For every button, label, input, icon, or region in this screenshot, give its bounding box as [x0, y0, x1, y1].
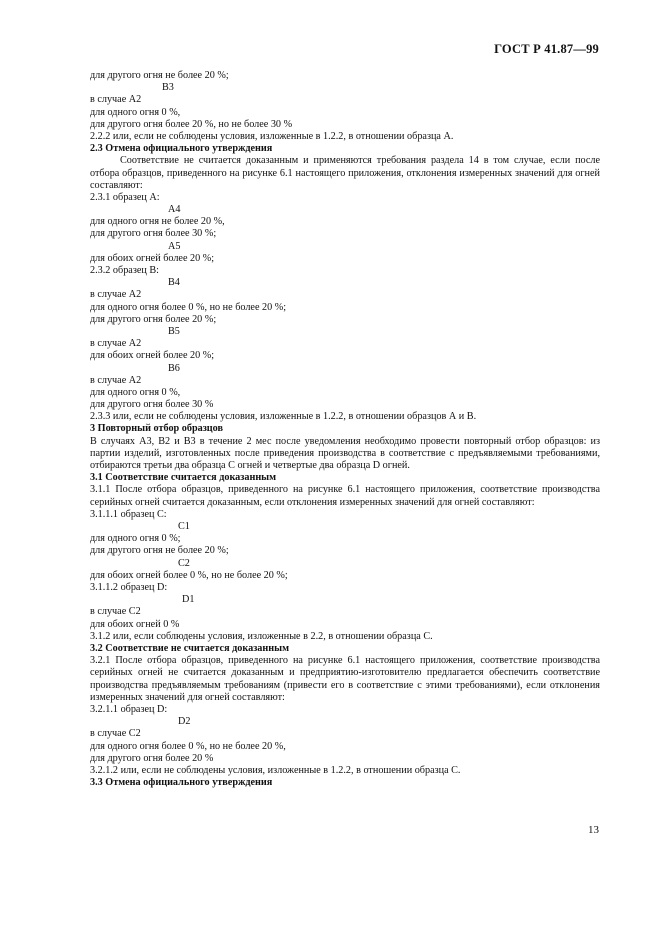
text-line: для одного огня более 0 %, но не более 20 %;: [90, 301, 287, 313]
text-line: В3: [162, 82, 174, 94]
page-body: [90, 70, 600, 789]
text-line: в случае А2: [90, 94, 142, 106]
text-line: для одного огня 0 %,: [90, 106, 181, 118]
text-line: 2.2.2 или, если не соблюдены условия, изложенные в 1.2.2, в отношении образца А.: [90, 130, 454, 142]
text-line: 3.1.2 или, если соблюдены условия, изложенные в 2.2, в отношении образца С.: [90, 630, 433, 642]
paragraph-3-2-1-text: 3.2.1 После отбора образцов, приведенного на рисунке 6.1 настоящего приложения, соответствие производства серийных огней не считается доказанным и предприятию-изготовителю предлагается обеспечить соответствие производства предъявляемым требованиям (привести его в соответствие с этими требованиями), если отклонения измеренных значений для огней составляют:: [90, 655, 600, 703]
text-line: для другого огня не более 20 %;: [90, 545, 229, 557]
text-line: D1: [182, 594, 195, 606]
text-line: для обоих огней более 20 %;: [90, 350, 215, 362]
text-block-2-2: [90, 70, 600, 155]
text-line: D2: [178, 716, 191, 728]
text-line: для обоих огней более 0 %, но не более 20 %;: [90, 569, 288, 581]
text-line: для другого огня более 20 %: [90, 752, 214, 764]
text-line: 3.1.1.2 образец D:: [90, 582, 168, 593]
text-line: в случае А2: [90, 374, 142, 386]
text-line: в случае А2: [90, 338, 142, 350]
section-heading: 2.3 Отмена официального утверждения: [90, 143, 273, 155]
text-line: в случае А2: [90, 289, 142, 301]
text-line: для другого огня более 30 %;: [90, 228, 217, 240]
text-line: для обоих огней более 20 %;: [90, 252, 215, 264]
paragraph-3-1-1-text: 3.1.1 После отбора образцов, приведенного на рисунке 6.1 настоящего приложения, соответствие производства серийных огней считается доказанным, если отклонения измеренных значений для огней составляют:: [90, 484, 600, 508]
text-line: С1: [178, 521, 190, 533]
page-number: 13: [588, 824, 599, 836]
text-line: А4: [168, 204, 181, 216]
text-line: в случае С2: [90, 606, 141, 618]
paragraph-2-3: Соответствие не считается доказанным и применяются требования раздела 14 в том случае, если после отбора образцов, приведенного на рисунке 6.1 настоящего приложения, отклонения измеренных значений для огней составляют:: [90, 155, 600, 191]
text-line: для другого огня не более 20 %;: [90, 70, 229, 81]
text-line: в случае С2: [90, 728, 141, 740]
text-line: С2: [178, 557, 190, 569]
section-heading-3-1: 3.1 Соответствие считается доказанным: [90, 472, 277, 484]
paragraph-3-2-1: [60, 655, 600, 704]
section-heading: 3.3 Отмена официального утверждения: [90, 777, 273, 789]
text-block-2-3: [90, 192, 600, 436]
text-line: для одного огня не более 20 %,: [90, 216, 225, 228]
text-line: для одного огня 0 %;: [90, 533, 181, 545]
page-header-standard-id: ГОСТ Р 41.87—99: [494, 42, 599, 56]
text-block-3-2: [90, 704, 600, 789]
text-line: 2.3.2 образец В:: [90, 265, 159, 277]
text-line: 2.3.3 или, если не соблюдены условия, изложенные в 1.2.2, в отношении образцов А и В.: [90, 411, 477, 423]
text-block-3-1: [90, 509, 600, 655]
text-line: для другого огня более 20 %, но не более 30 %: [90, 118, 293, 130]
section-heading: 3 Повторный отбор образцов: [90, 423, 224, 435]
text-line: для другого огня более 30 %: [90, 399, 214, 411]
paragraph-3-1-1: [60, 484, 600, 508]
section-heading: 3.2 Соответствие не считается доказанным: [90, 642, 290, 654]
text-line: В6: [168, 362, 180, 374]
text-line: для одного огня более 0 %, но не более 20 %,: [90, 740, 286, 752]
text-line: 2.3.1 образец А:: [90, 191, 160, 203]
text-line: 3.1.1.1 образец С:: [90, 508, 167, 520]
text-line: В5: [168, 325, 180, 337]
text-line: 3.2.1.1 образец D:: [90, 703, 168, 715]
text-line: для другого огня более 20 %;: [90, 313, 217, 325]
text-line: 3.2.1.2 или, если не соблюдены условия, изложенные в 1.2.2, в отношении образца С.: [90, 764, 461, 776]
text-line: для одного огня 0 %,: [90, 386, 181, 398]
paragraph-3-text: В случаях А3, В2 и В3 в течение 2 мес после уведомления необходимо провести повторный отбор образцов: из партии изделий, изготовленных после приведения производства в соответствие с предъявляемыми требованиями, отбираются третьи два образца С огней и четвертые два образца D огней.: [90, 435, 600, 472]
text-line: для обоих огней 0 %: [90, 618, 180, 630]
text-line: А5: [168, 240, 181, 252]
text-line: В4: [168, 277, 180, 289]
paragraph-3: [60, 436, 600, 473]
